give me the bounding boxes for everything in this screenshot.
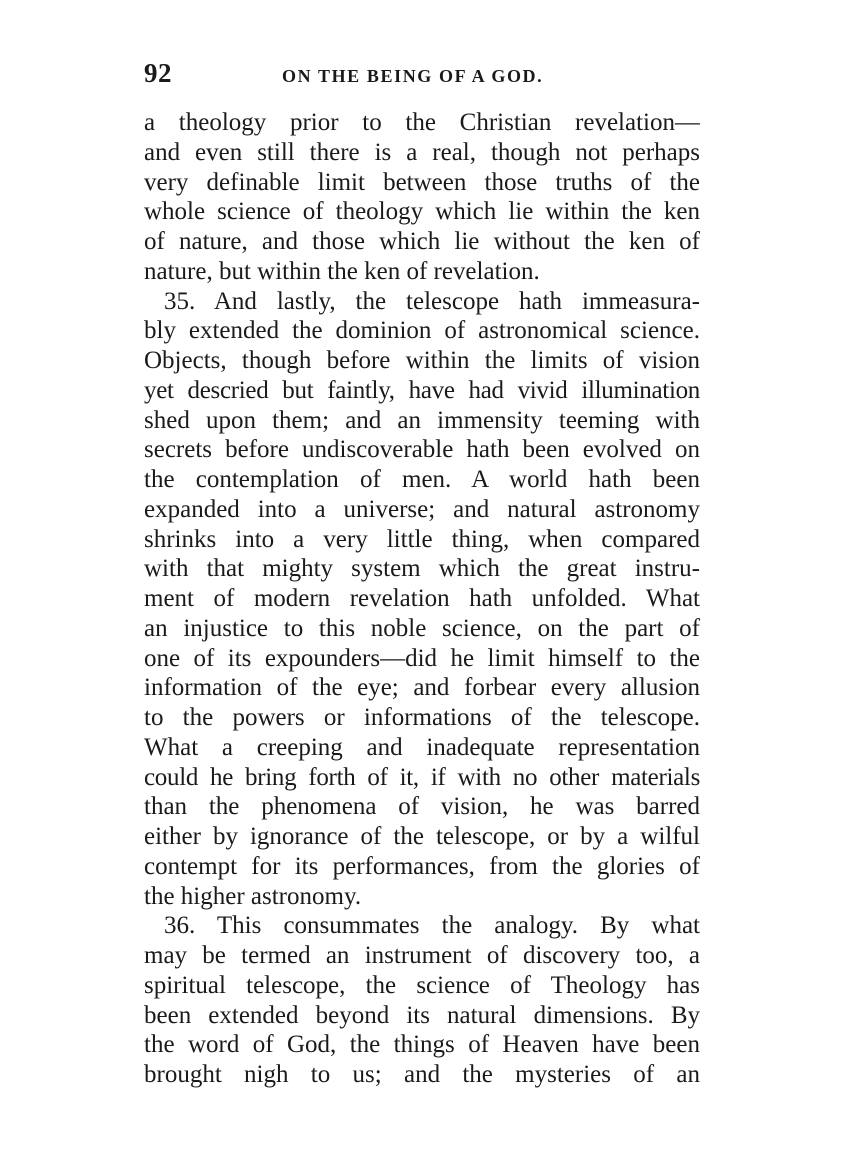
text-line: yet descried but faintly, have had vivid illumination xyxy=(144,376,700,404)
text-line: to the powers or informations of the telescope. xyxy=(144,704,700,731)
text-line: could he bring forth of it, if with no other materials xyxy=(144,763,700,791)
text-line: What a creeping and inadequate representation xyxy=(144,733,700,761)
text-line: shed upon them; and an immensity teeming with xyxy=(144,406,700,434)
text-line: of nature, and those which lie without the ken of xyxy=(144,228,700,255)
text-line: the word of God, the things of Heaven have been xyxy=(144,1031,700,1059)
running-head xyxy=(144,58,700,92)
text-line: may be termed an instrument of discovery too, a xyxy=(144,942,700,969)
text-line: spiritual telescope, the science of Theology has xyxy=(144,971,700,999)
text-line: whole science of theology which lie within the ken xyxy=(144,198,700,226)
text-line: and even still there is a real, though not perhaps xyxy=(144,138,700,166)
text-line: ment of modern revelation hath unfolded. What xyxy=(144,585,700,612)
text-line: been extended beyond its natural dimensions. By xyxy=(144,1001,700,1029)
text-line: nature, but within the ken of revelation. xyxy=(144,257,540,285)
text-line: very definable limit between those truths of the xyxy=(144,168,700,196)
text-line: an injustice to this noble science, on the part of xyxy=(144,614,700,642)
text-line: information of the eye; and forbear every allusion xyxy=(144,674,700,702)
text-line: than the phenomena of vision, he was barred xyxy=(144,793,700,821)
text-line: brought nigh to us; and the mysteries of an xyxy=(144,1061,700,1088)
text-line: secrets before undiscoverable hath been evolved on xyxy=(144,436,700,464)
text-line: bly extended the dominion of astronomical science. xyxy=(144,317,700,345)
page-number: 92 xyxy=(144,58,172,88)
text-line: expanded into a universe; and natural astronomy xyxy=(144,495,700,523)
text-line: 35. And lastly, the telescope hath immeasura- xyxy=(164,287,700,315)
text-line: a theology prior to the Christian revelation— xyxy=(144,109,700,136)
text-line: the contemplation of men. A world hath been xyxy=(144,466,700,493)
text-line: 36. This consummates the analogy. By what xyxy=(164,912,700,940)
body-text xyxy=(144,108,700,1090)
text-line: shrinks into a very little thing, when compared xyxy=(144,525,700,553)
text-line: either by ignorance of the telescope, or by a wilful xyxy=(144,823,700,850)
text-line: one of its expounders—did he limit himself to the xyxy=(144,644,700,672)
text-line: with that mighty system which the great instru- xyxy=(144,555,700,583)
running-title: ON THE BEING OF A GOD. xyxy=(282,66,544,86)
text-line: contempt for its performances, from the glories of xyxy=(144,852,700,880)
text-line: Objects, though before within the limits of vision xyxy=(144,347,700,374)
text-line: the higher astronomy. xyxy=(144,882,362,910)
